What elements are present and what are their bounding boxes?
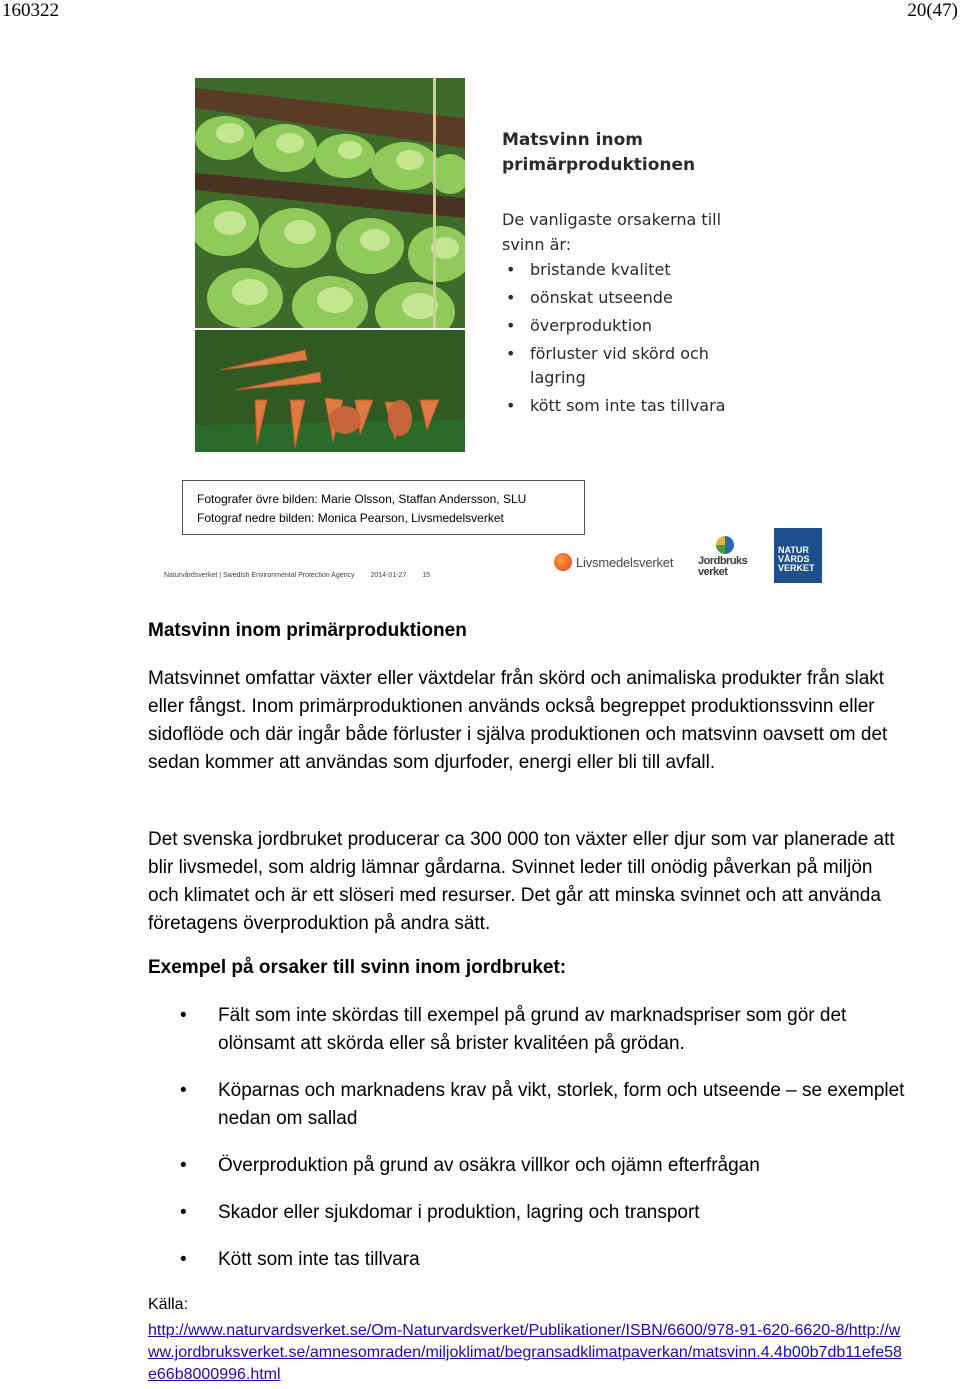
slide-footer-page: 15	[422, 572, 431, 579]
carrots-photo	[195, 330, 465, 452]
list-item: • Överproduktion på grund av osäkra villkor och ojämn efterfrågan	[148, 1152, 908, 1180]
slide-subtitle: De vanligaste orsakerna till svinn är:	[502, 210, 722, 254]
list-item: • bristande kvalitet	[502, 258, 762, 282]
list-item: • Skador eller sjukdomar i produktion, lagring och transport	[148, 1199, 908, 1227]
photo-credit-box	[182, 480, 585, 535]
caption-line: Fotografer övre bilden: Marie Olsson, Staffan Andersson, SLU	[197, 492, 527, 506]
slide-footer-date: 2014-01-27	[370, 572, 407, 579]
document-id: 160322	[2, 0, 59, 21]
source-label: Källa:	[148, 1296, 189, 1313]
paragraph-swedish-agriculture: Det svenska jordbruket producerar ca 300 000 ton växter eller djur som var planerade att blir livsmedel, som aldrig lämnar gårdarna. Svinnet leder till onödig påverkan på miljön och klimatet och är ett slöseri med resurser. Det går att minska svinnet och att använda företagens överproduktion på andra sätt.	[148, 829, 895, 934]
lettuce-field-photo	[195, 78, 465, 328]
slide-footer-org: Naturvårdsverket | Swedish Environmental Protection Agency	[164, 572, 355, 579]
naturvardsverket-logo: NATUR VÅRDS VERKET	[774, 528, 822, 583]
list-item: • överproduktion	[502, 314, 762, 338]
livsmedelsverket-emblem-icon	[554, 553, 572, 571]
source-link[interactable]: http://www.naturvardsverket.se/Om-Naturvardsverket/Publikationer/ISBN/6600/978-91-620-6620-8/http://www.jordbruksverket.se/amnesomraden/miljoklimat/begransadklimatpaverkan/matsvinn.4.4b00b7db11efe58e66b8000996.html	[148, 1322, 902, 1383]
examples-heading: Exempel på orsaker till svinn inom jordbruket:	[148, 957, 567, 978]
examples-list	[148, 1002, 908, 1293]
slide-footer	[164, 572, 444, 579]
page-number: 20(47)	[907, 0, 958, 21]
paragraph-intro: Matsvinnet omfattar växter eller växtdelar från skörd och animaliska produkter från slakt eller fångst. Inom primärproduktionen används också begreppet produktionssvinn eller sidoflöde och där ingår både förluster i själva produktionen och matsvinn oavsett om det sedan kommer att användas som djurfoder, energi eller bli till avfall.	[148, 668, 888, 773]
list-item: • oönskat utseende	[502, 286, 762, 310]
caption-line: Fotograf nedre bilden: Monica Pearson, Livsmedelsverket	[197, 511, 504, 525]
list-item: • förluster vid skörd och lagring	[502, 342, 762, 390]
list-item: • Fält som inte skördas till exempel på grund av marknadspriser som gör det olönsamt att skörda eller så brister kvalitéen på grödan.	[148, 1002, 908, 1058]
list-item: • kött som inte tas tillvara	[502, 394, 762, 418]
list-item: • Köparnas och marknadens krav på vikt, storlek, form och utseende – se exemplet nedan om sallad	[148, 1077, 908, 1133]
slide-title: Matsvinn inom primärproduktionen	[502, 130, 696, 175]
jordbruksverket-logo: Jordbruks verket	[698, 536, 760, 584]
jordbruksverket-emblem-icon	[716, 536, 734, 554]
section-heading: Matsvinn inom primärproduktionen	[148, 620, 467, 641]
slide-cause-list	[502, 258, 762, 422]
livsmedelsverket-logo: Livsmedelsverket	[554, 553, 673, 571]
list-item: • Kött som inte tas tillvara	[148, 1246, 908, 1274]
